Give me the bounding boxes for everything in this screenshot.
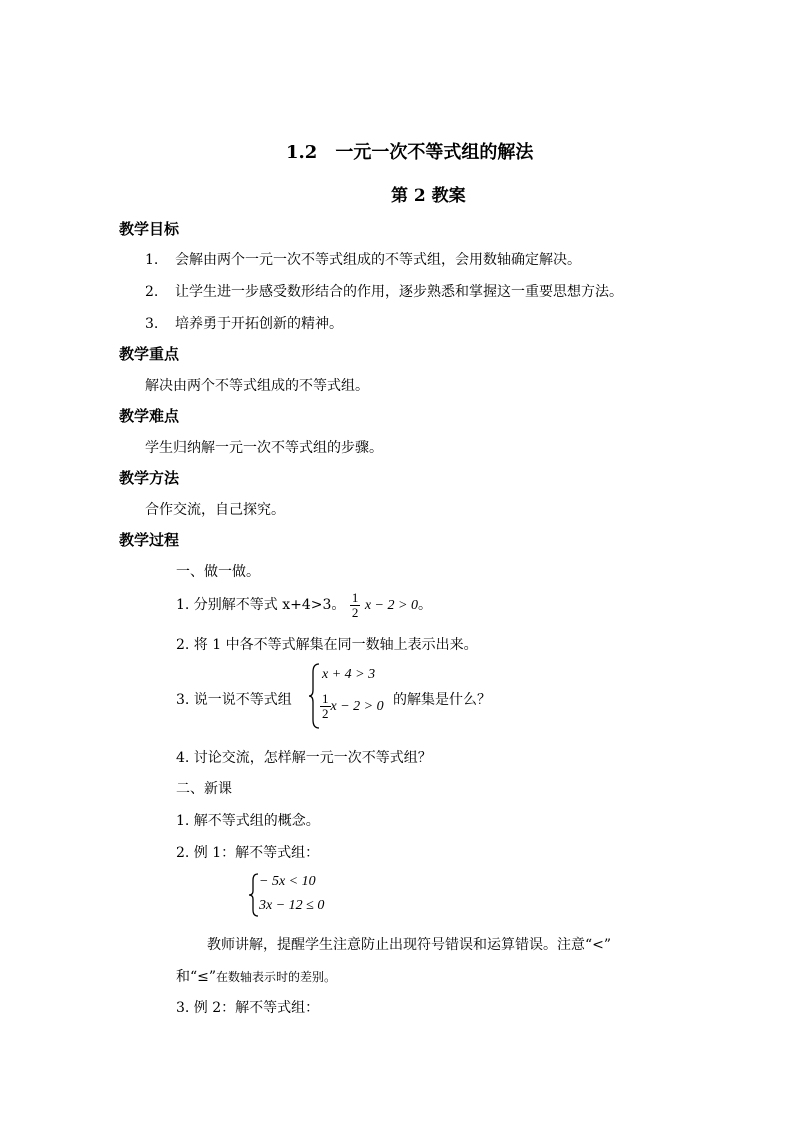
goal-num: 3. bbox=[145, 316, 159, 332]
process-step1 bbox=[176, 590, 432, 621]
process-new2: 2. 例 1：解不等式组： bbox=[176, 845, 320, 861]
step1-suffix: 。 bbox=[417, 597, 432, 613]
goals-heading: 教学目标 bbox=[119, 220, 180, 238]
step3-frac-num: 1 bbox=[322, 691, 329, 706]
goal-item bbox=[145, 249, 581, 269]
process-step3-prefix: 3. 说一说不等式组 bbox=[176, 692, 292, 708]
key-heading: 教学重点 bbox=[119, 345, 180, 363]
process-step2: 2. 将 1 中各不等式解集在同一数轴上表示出来。 bbox=[176, 637, 478, 653]
step3-fraction bbox=[320, 692, 331, 720]
difficulty-text: 学生归纳解一元一次不等式组的步骤。 bbox=[145, 440, 383, 456]
example1-ineq1: − 5x < 10 bbox=[259, 874, 316, 889]
step1-prefix: 1. 分别解不等式 x+4>3。 bbox=[176, 597, 346, 613]
process-step4: 4. 讨论交流，怎样解一元一次不等式组？ bbox=[176, 750, 432, 766]
process-new3: 3. 例 2：解不等式组： bbox=[176, 1000, 320, 1016]
page-title: 1.2 一元一次不等式组的解法 bbox=[286, 142, 534, 163]
process-part1: 一、做一做。 bbox=[176, 564, 260, 580]
example1-ineq2: 3x − 12 ≤ 0 bbox=[259, 898, 325, 913]
goal-num: 1. bbox=[145, 252, 159, 268]
process-part2: 二、新课 bbox=[176, 781, 232, 797]
goal-text: 培养勇于开拓创新的精神。 bbox=[175, 316, 343, 332]
step3-ineq2-row bbox=[320, 692, 384, 720]
step3-ineq2: x − 2 > 0 bbox=[330, 699, 384, 715]
teacher-note2-small: 在数轴表示时的差别。 bbox=[216, 970, 337, 984]
goal-item bbox=[145, 313, 343, 333]
method-text: 合作交流，自己探究。 bbox=[145, 502, 285, 518]
step3-frac-den: 2 bbox=[322, 705, 329, 721]
method-heading: 教学方法 bbox=[119, 469, 180, 487]
teacher-note-line1: 教师讲解，提醒学生注意防止出现符号错误和运算错误。注意“<” bbox=[207, 937, 612, 953]
goal-text: 会解由两个一元一次不等式组成的不等式组，会用数轴确定解决。 bbox=[175, 252, 581, 268]
difficulty-heading: 教学难点 bbox=[119, 407, 180, 425]
step3-ineq1: x + 4 > 3 bbox=[322, 667, 376, 682]
goal-num: 2. bbox=[145, 284, 159, 300]
step1-fraction bbox=[350, 591, 361, 619]
goal-item bbox=[145, 281, 623, 301]
teacher-note2-main: 和“≤” bbox=[176, 969, 217, 985]
process-step3-suffix: 的解集是什么？ bbox=[393, 692, 491, 708]
goal-text: 让学生进一步感受数形结合的作用，逐步熟悉和掌握这一重要思想方法。 bbox=[175, 284, 623, 300]
page-subtitle: 第 2 教案 bbox=[391, 186, 466, 206]
key-text: 解决由两个不等式组成的不等式组。 bbox=[145, 378, 369, 394]
teacher-note-line2 bbox=[176, 966, 336, 986]
process-new1: 1. 解不等式组的概念。 bbox=[176, 813, 320, 829]
step1-frac-num: 1 bbox=[351, 589, 359, 605]
process-heading: 教学过程 bbox=[119, 531, 180, 549]
step1-frac-den: 2 bbox=[351, 604, 359, 620]
step1-expr: x − 2 > 0 bbox=[364, 598, 418, 613]
